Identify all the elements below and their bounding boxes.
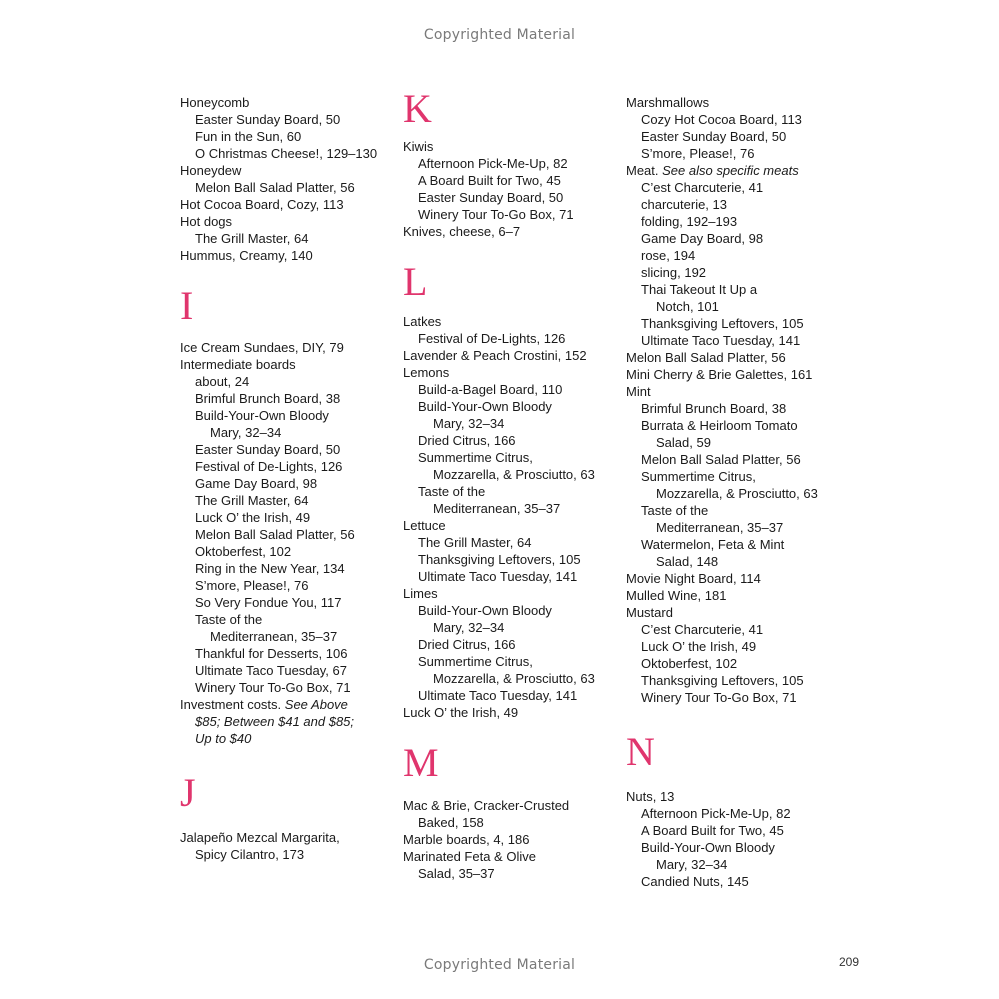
index-entry: Honeycomb <box>180 95 250 110</box>
section-letter-i: I <box>180 283 194 328</box>
index-subentry: So Very Fondue You, 117 <box>195 595 342 610</box>
index-subentry: Burrata & Heirloom Tomato <box>641 418 798 433</box>
index-entry: Marshmallows <box>626 95 710 110</box>
index-entry: Ice Cream Sundaes, DIY, 79 <box>180 340 344 355</box>
index-subentry: Game Day Board, 98 <box>641 231 764 246</box>
index-subentry: S’more, Please!, 76 <box>641 146 755 161</box>
index-subentry: Build-Your-Own Bloody <box>418 603 552 618</box>
index-entry: Hot Cocoa Board, Cozy, 113 <box>180 197 344 212</box>
index-subentry: Taste of the <box>641 503 709 518</box>
index-subentry: Thankful for Desserts, 106 <box>195 646 348 661</box>
index-subentry: C’est Charcuterie, 41 <box>641 180 764 195</box>
index-subentry: rose, 194 <box>641 248 696 263</box>
index-entry: Lemons <box>403 365 450 380</box>
cross-reference: See also specific meats <box>662 163 799 178</box>
index-subentry: Festival of De-Lights, 126 <box>418 331 566 346</box>
index-entry: Mac & Brie, Cracker-Crusted <box>403 798 570 813</box>
index-subentry: about, 24 <box>195 374 250 389</box>
index-subentry: Thanksgiving Leftovers, 105 <box>418 552 581 567</box>
index-subentry: Build-Your-Own Bloody <box>418 399 552 414</box>
index-subentry: Melon Ball Salad Platter, 56 <box>195 527 355 542</box>
index-subentry: Afternoon Pick-Me-Up, 82 <box>418 156 568 171</box>
index-subentry-continued: Notch, 101 <box>656 299 719 314</box>
cross-reference: See Above <box>284 697 348 712</box>
index-subentry: Build-Your-Own Bloody <box>195 408 329 423</box>
index-entry: Mulled Wine, 181 <box>626 588 727 603</box>
index-subentry: Winery Tour To-Go Box, 71 <box>195 680 351 695</box>
index-subentry: Candied Nuts, 145 <box>641 874 749 889</box>
index-subentry: Melon Ball Salad Platter, 56 <box>641 452 801 467</box>
index-entry-continued: Baked, 158 <box>418 815 484 830</box>
index-entry: Movie Night Board, 114 <box>626 571 761 586</box>
index-subentry: C’est Charcuterie, 41 <box>641 622 764 637</box>
index-subentry: Thanksgiving Leftovers, 105 <box>641 316 804 331</box>
index-entry: Kiwis <box>403 139 434 154</box>
index-subentry-continued: Mediterranean, 35–37 <box>210 629 338 644</box>
section-letter-m: M <box>403 740 439 785</box>
index-subentry: Fun in the Sun, 60 <box>195 129 302 144</box>
index-subentry: Dried Citrus, 166 <box>418 433 516 448</box>
index-entry: Limes <box>403 586 438 601</box>
index-subentry: Easter Sunday Board, 50 <box>641 129 787 144</box>
index-subentry: Game Day Board, 98 <box>195 476 318 491</box>
index-subentry-continued: Mary, 32–34 <box>433 620 505 635</box>
index-subentry: charcuterie, 13 <box>641 197 727 212</box>
index-entry: Nuts, 13 <box>626 789 675 804</box>
index-subentry: Summertime Citrus, <box>641 469 756 484</box>
index-subentry: Oktoberfest, 102 <box>641 656 738 671</box>
index-subentry: folding, 192–193 <box>641 214 738 229</box>
section-letter-k: K <box>403 86 432 131</box>
index-entry-term: Meat. <box>626 163 659 178</box>
section-letter-n: N <box>626 729 655 774</box>
index-subentry-continued: Salad, 148 <box>656 554 719 569</box>
index-entry: Latkes <box>403 314 442 329</box>
index-subentry: Build-a-Bagel Board, 110 <box>418 382 563 397</box>
index-subentry: Brimful Brunch Board, 38 <box>641 401 787 416</box>
index-subentry: Oktoberfest, 102 <box>195 544 292 559</box>
page-number: 209 <box>839 955 860 969</box>
index-subentry: Taste of the <box>195 612 263 627</box>
index-entry: Jalapeño Mezcal Margarita, <box>180 830 340 845</box>
index-entry: Marinated Feta & Olive <box>403 849 536 864</box>
index-subentry: Ultimate Taco Tuesday, 141 <box>418 569 578 584</box>
index-subentry: Summertime Citrus, <box>418 450 533 465</box>
index-entry: Lettuce <box>403 518 446 533</box>
cross-reference-continued <box>180 713 395 730</box>
index-entry: Luck O’ the Irish, 49 <box>403 705 519 720</box>
index-subentry: S’more, Please!, 76 <box>195 578 309 593</box>
index-subentry: The Grill Master, 64 <box>195 493 309 508</box>
index-subentry-continued: Mediterranean, 35–37 <box>433 501 561 516</box>
index-subentry: Melon Ball Salad Platter, 56 <box>195 180 355 195</box>
index-subentry: slicing, 192 <box>641 265 707 280</box>
index-subentry: Easter Sunday Board, 50 <box>195 442 341 457</box>
index-entry: Honeydew <box>180 163 242 178</box>
index-subentry: Thai Takeout It Up a <box>641 282 758 297</box>
index-subentry: The Grill Master, 64 <box>418 535 532 550</box>
index-entry: Marble boards, 4, 186 <box>403 832 530 847</box>
index-entry: Knives, cheese, 6–7 <box>403 224 521 239</box>
index-subentry: Festival of De-Lights, 126 <box>195 459 343 474</box>
index-subentry: Watermelon, Feta & Mint <box>641 537 785 552</box>
index-subentry: Taste of the <box>418 484 486 499</box>
index-entry-term: Investment costs. <box>180 697 282 712</box>
index-column-1 <box>180 94 395 863</box>
index-subentry: Dried Citrus, 166 <box>418 637 516 652</box>
index-column-2 <box>403 86 618 882</box>
index-subentry: Easter Sunday Board, 50 <box>195 112 341 127</box>
index-column-3 <box>626 94 841 890</box>
cross-reference: $85; Between $41 and $85; <box>195 714 355 729</box>
index-subentry-continued: Mozzarella, & Prosciutto, 63 <box>433 467 595 482</box>
index-subentry: Winery Tour To-Go Box, 71 <box>641 690 797 705</box>
index-subentry: Thanksgiving Leftovers, 105 <box>641 673 804 688</box>
index-subentry-continued: Mary, 32–34 <box>656 857 728 872</box>
index-entry: Hot dogs <box>180 214 233 229</box>
index-subentry: Winery Tour To-Go Box, 71 <box>418 207 574 222</box>
index-subentry: A Board Built for Two, 45 <box>418 173 561 188</box>
index-entry: Mini Cherry & Brie Galettes, 161 <box>626 367 813 382</box>
index-subentry: Summertime Citrus, <box>418 654 533 669</box>
index-entry: Lavender & Peach Crostini, 152 <box>403 348 587 363</box>
cross-reference-continued <box>180 730 395 747</box>
index-subentry: A Board Built for Two, 45 <box>641 823 784 838</box>
index-entry: Intermediate boards <box>180 357 296 372</box>
index-entry: Mint <box>626 384 651 399</box>
index-subentry: Cozy Hot Cocoa Board, 113 <box>641 112 802 127</box>
index-subentry-continued: Salad, 59 <box>656 435 711 450</box>
index-subentry: O Christmas Cheese!, 129–130 <box>195 146 378 161</box>
index-entry-continued: Spicy Cilantro, 173 <box>195 847 305 862</box>
index-entry-continued: Salad, 35–37 <box>418 866 495 881</box>
index-subentry-continued: Mozzarella, & Prosciutto, 63 <box>433 671 595 686</box>
index-subentry: Ultimate Taco Tuesday, 141 <box>418 688 578 703</box>
watermark-top: Copyrighted Material <box>423 27 576 43</box>
index-subentry: Build-Your-Own Bloody <box>641 840 775 855</box>
index-subentry-continued: Mary, 32–34 <box>433 416 505 431</box>
section-letter-l: L <box>403 259 428 304</box>
index-entry: Mustard <box>626 605 673 620</box>
index-subentry: Ultimate Taco Tuesday, 67 <box>195 663 347 678</box>
index-subentry-continued: Mediterranean, 35–37 <box>656 520 784 535</box>
index-entry: Melon Ball Salad Platter, 56 <box>626 350 786 365</box>
cross-reference: Up to $40 <box>195 731 252 746</box>
index-subentry: Ultimate Taco Tuesday, 141 <box>641 333 801 348</box>
index-subentry: Brimful Brunch Board, 38 <box>195 391 341 406</box>
index-entry <box>180 696 395 713</box>
index-entry: Hummus, Creamy, 140 <box>180 248 313 263</box>
index-subentry: Easter Sunday Board, 50 <box>418 190 564 205</box>
index-subentry: Luck O’ the Irish, 49 <box>195 510 311 525</box>
index-subentry-continued: Mozzarella, & Prosciutto, 63 <box>656 486 818 501</box>
index-subentry: Ring in the New Year, 134 <box>195 561 345 576</box>
section-letter-j: J <box>180 770 196 815</box>
index-entry <box>626 162 841 179</box>
index-subentry-continued: Mary, 32–34 <box>210 425 282 440</box>
watermark-bottom: Copyrighted Material <box>423 957 576 973</box>
index-subentry: Luck O’ the Irish, 49 <box>641 639 757 654</box>
index-subentry: Afternoon Pick-Me-Up, 82 <box>641 806 791 821</box>
index-subentry: The Grill Master, 64 <box>195 231 309 246</box>
